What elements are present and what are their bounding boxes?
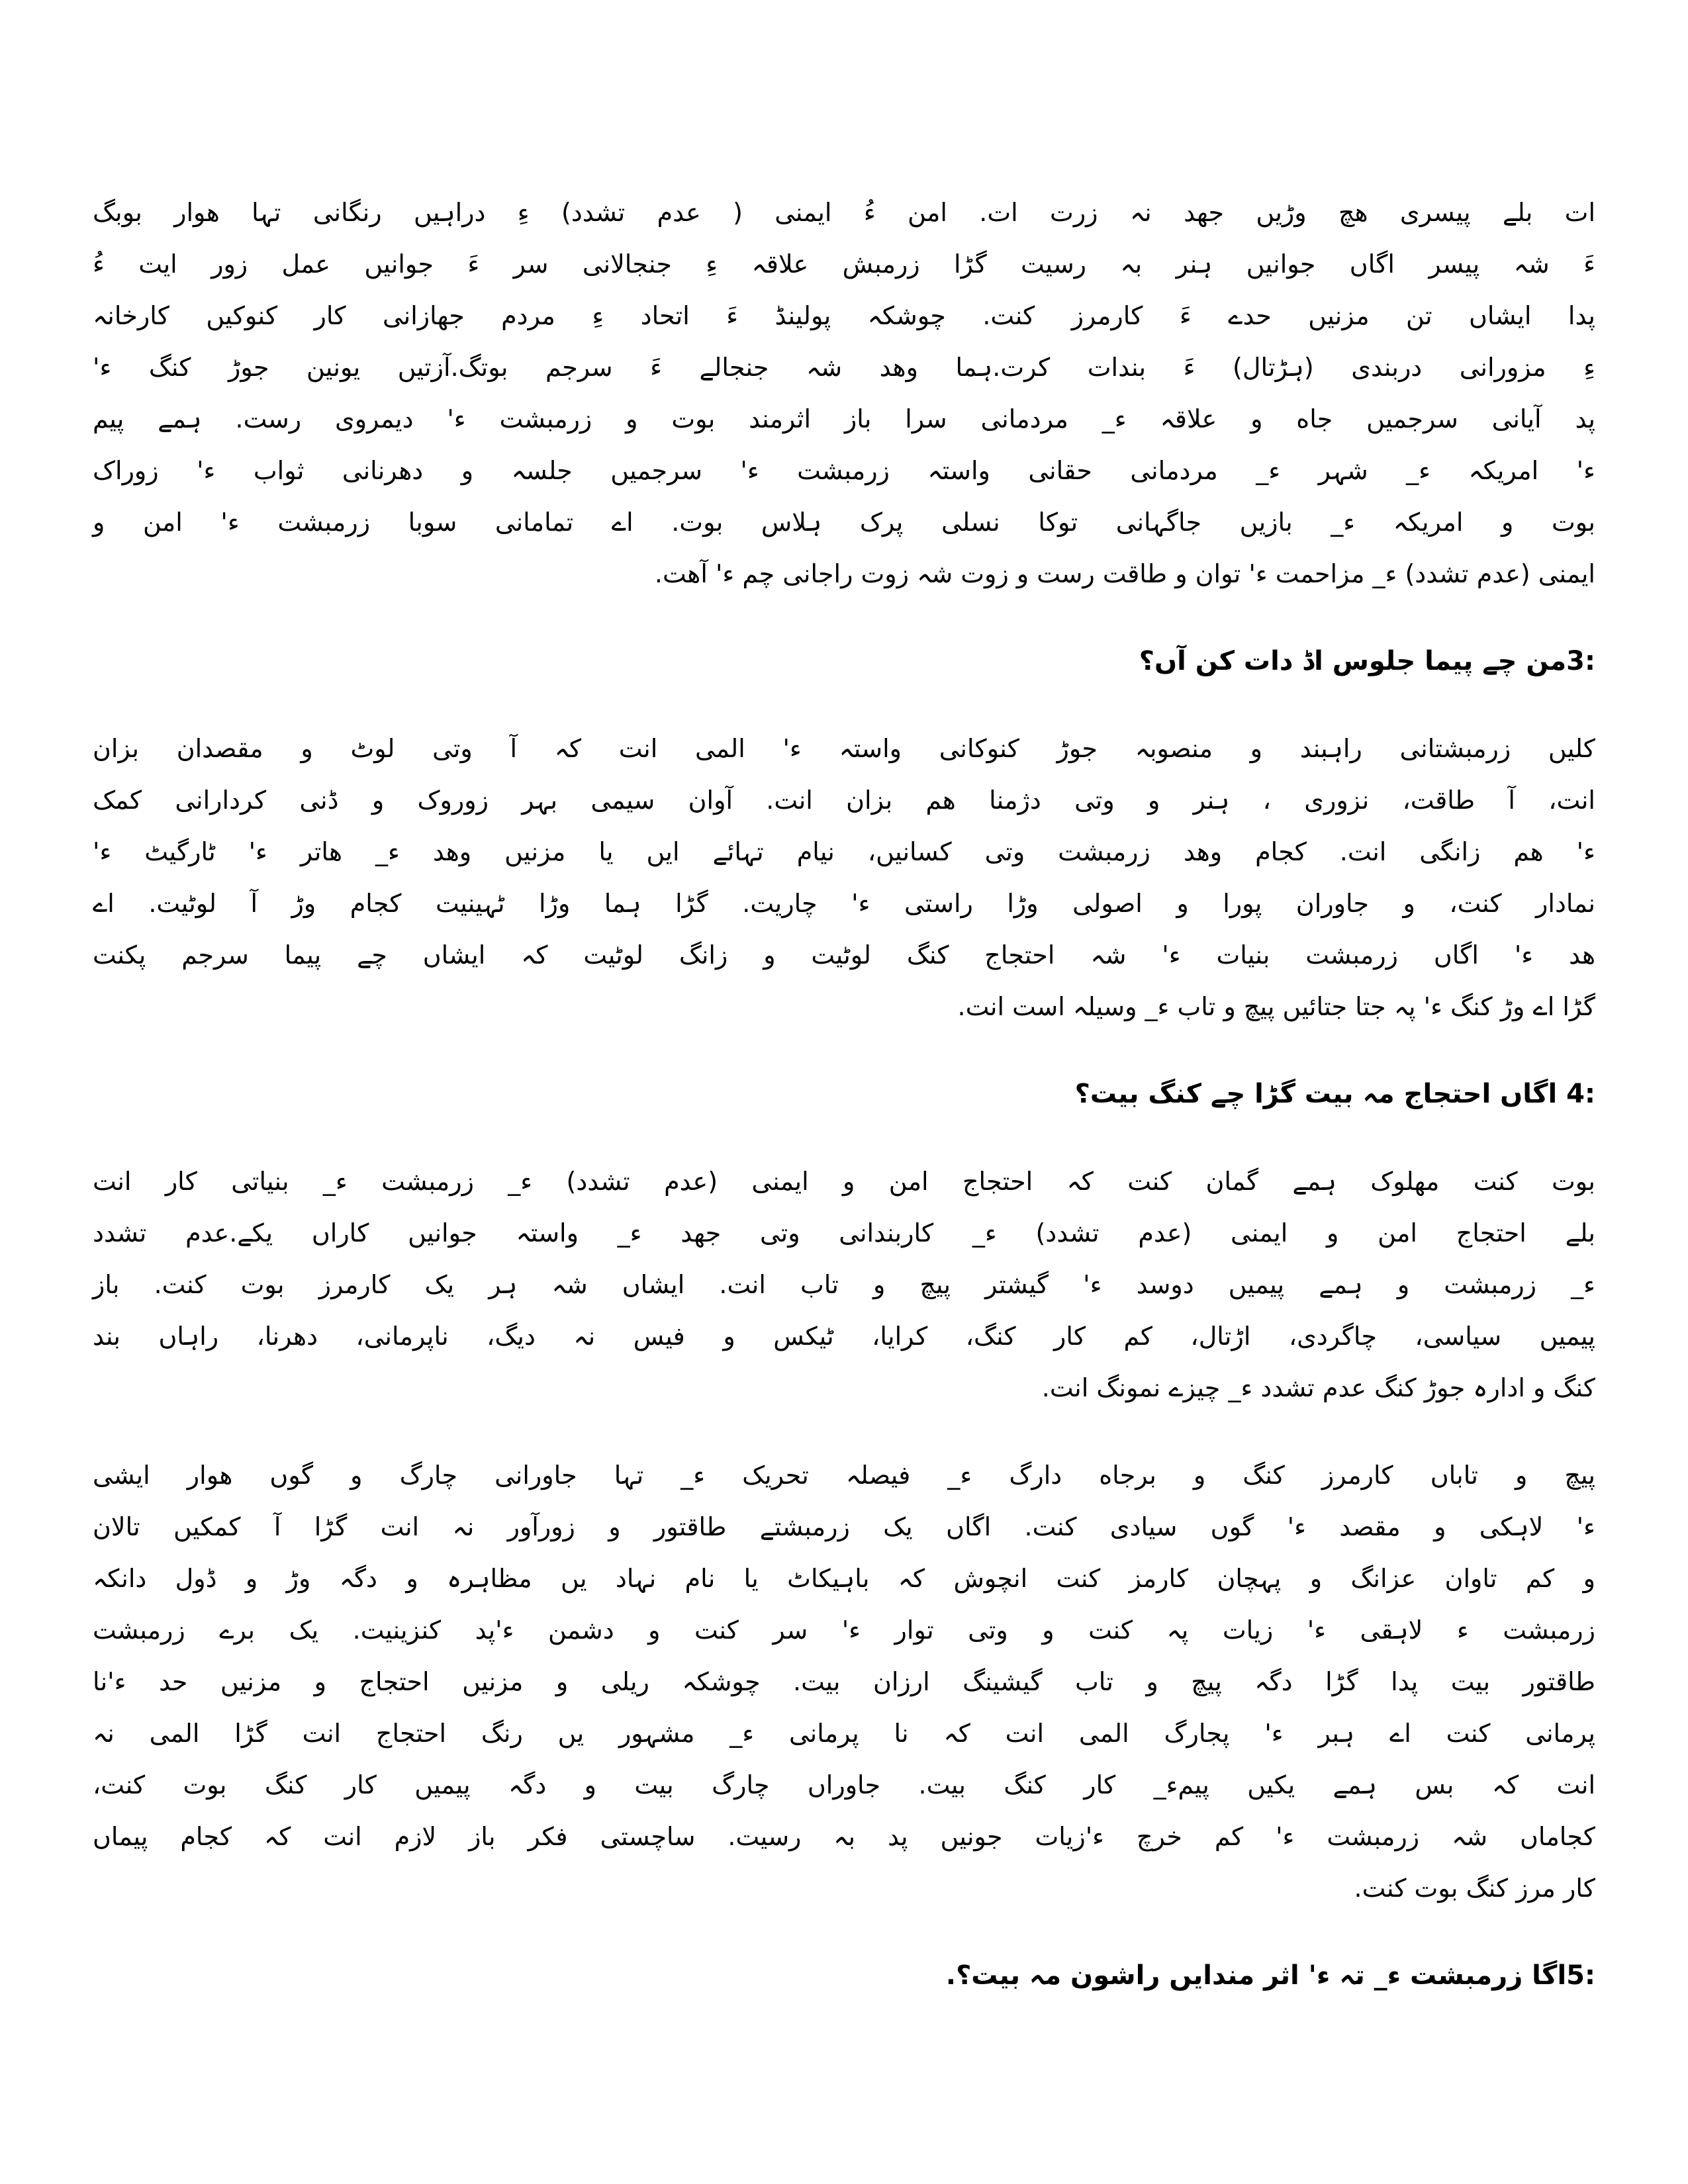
text-line: گڑا اے وڑ کنگ ء' پہ جتا جتائیں پیچ و تاب ء_ وسیلہ است انت.	[957, 992, 1595, 1021]
section-heading-question-4: :4 اگاں احتجاج مہ بیت گڑا چے کنگ بیت؟	[1074, 1079, 1595, 1109]
text-line: زرمبشت ء لاہقی ء' زیات پہ کنت و وتی توار ء' سر کنت و دشمن ء'پد کنزینیت. یک برے زرمبشت	[93, 1615, 1595, 1645]
text-line: کار مرز کنگ بوت کنت.	[1354, 1874, 1595, 1903]
text-line: و کم تاوان عزانگ و پہچان کارمز کنت انچوش کہ باہیکاٹ یا نام نہاد یں مظاہرہ و دگہ وڑ و ڈول دانکہ	[93, 1564, 1595, 1593]
text-line: هد ء' اگاں زرمبشت بنیات ء' شہ احتجاج کنگ لوٹیت و زانگ لوٹیت کہ ایشاں چے پیما سرجم پکنت	[93, 940, 1595, 970]
text-line: کلیں زرمبشتانی راہبند و منصوبہ جوڑ کنوکانی واستہ ء' المی انت کہ آ وتی لوٹ و مقصدان بزان	[93, 734, 1595, 763]
text-line: بوت و امریکہ ء_ بازیں جاگہانی توکا نسلی پرک ہلاس بوت. اے تمامانی سوبا زرمبشت ء' امن و	[93, 508, 1595, 537]
text-line: ایمنی (عدم تشدد) ء_ مزاحمت ء' توان و طاقت رست و زوت شہ زوت راجانی چم ء' آهت.	[654, 559, 1595, 588]
text-line: انت کہ بس ہمے یکیں پیمء_ کار کنگ بیت. جاوراں چارگ بیت و دگہ پیمیں کار کنگ بوت کنت،	[93, 1770, 1595, 1799]
text-line: بوت کنت مهلوک ہمے گمان کنت کہ احتجاج امن و ایمنی (عدم تشدد) ء_ زرمبشت ء_ بنیاتی کار انت	[93, 1167, 1595, 1196]
text-line: پدا ایشاں تن مزنیں حدے ءَ کارمرز کنت. چوشکہ پولینڈ ءَ اتحاد ءِ مردم جهازانی کار کنوکیں کارخانہ	[93, 301, 1595, 330]
text-line: ء' لاہکی و مقصد ء' گوں سیادی کنت. اگاں یک زرمبشتے طاقتور و زورآور نہ انت گڑا آ کمکیں تالان	[93, 1512, 1595, 1541]
text-line: ءَ شہ پیسر اگاں جوانیں ہنر بہ رسیت گڑا زرمبش علاقہ ءِ جنجالانی سر ءَ جوانیں عمل زور ایت ءُ	[93, 250, 1595, 279]
text-line: انت، آ طاقت، نزوری ، ہنر و وتی دژمنا هم بزان انت. آوان سیمی بہر زوروک و ڈنی کردارانی کمک	[93, 786, 1595, 815]
paragraph-answer-4b	[93, 1449, 1595, 1914]
section-heading-question-5: :5اگا زرمبشت ء_ تہ ء' اثر مندایں راشون مہ بیت؟.	[945, 1960, 1595, 1991]
text-line: ات بلے پیسری هچ وڑیں جهد نہ زرت ات. امن ءُ ایمنی ( عدم تشدد) ءِ دراہیں رنگانی تہا هوار بوبگ	[93, 198, 1595, 227]
paragraph-answer-4a	[93, 1156, 1595, 1414]
text-line: نمادار کنت، و جاوران پورا و اصولی وڑا راستی ء' چاریت. گڑا ہما وڑا ٹہینیت کجام وڑ آ لوٹیت. اے	[93, 889, 1595, 918]
paragraph-intro	[93, 187, 1595, 600]
text-line: پیچ و تاباں کارمرز کنگ و برجاه دارگ ء_ فیصلہ تحریک ء_ تہا جاورانی چارگ و گوں هوار ایشی	[93, 1461, 1595, 1490]
text-line: بلے احتجاج امن و ایمنی (عدم تشدد) ء_ کاربندانی وتی جهد ء_ واستہ جوانیں کاراں یکے.عدم تشدد	[93, 1218, 1595, 1248]
text-line: طاقتور بیت پدا گڑا دگہ پیچ و تاب گیشینگ ارزان بیت. چوشکہ ریلی و مزنیں احتجاج و مزنیں حد ء'نا	[93, 1667, 1595, 1696]
text-line: پیمیں سیاسی، چاگردی، اڑتال، کم کار کنگ، کرایا، ٹیکس و فیس نہ دیگ، ناپرمانی، دهرنا، راہاں بند	[93, 1322, 1595, 1351]
text-line: ءِ مزورانی دربندی (ہڑتال) ءَ بندات کرت.ہما وهد شہ جنجالے ءَ سرجم بوتگ.آزتیں یونین جوڑ کنگ ء'	[93, 353, 1595, 382]
document-content	[93, 187, 1595, 2001]
text-line: کجاماں شہ زرمبشت ء' کم خرچ ء'زیات جونیں پد بہ رسیت. ساچستی فکر باز لازم انت کہ کجام پیماں	[93, 1822, 1595, 1851]
section-heading-question-3: :3من چے پیما جلوس اڈ دات کن آں؟	[1139, 646, 1595, 676]
paragraph-answer-3	[93, 723, 1595, 1032]
text-line: ء' هم زانگی انت. کجام وهد زرمبشت وتی کسانیں، نیام تہائے ایں یا مزنیں وهد ء_ هاتر ء' ٹارگیٹ ء'	[93, 837, 1595, 866]
text-line: پد آیانی سرجمیں جاه و علاقہ ء_ مردمانی سرا باز اثرمند بوت و زرمبشت ء' دیمروی رست. ہمے پیم	[93, 404, 1595, 433]
text-line: ء' امریکہ ء_ شہر ء_ مردمانی حقانی واستہ زرمبشت ء' سرجمیں جلسہ و دهرنانی ثواب ء' زوراک	[93, 456, 1595, 485]
text-line: ء_ زرمبشت و ہمے پیمیں دوسد ء' گیشتر پیچ و تاب انت. ایشاں شہ ہر یک کارمرز بوت کنت. باز	[93, 1270, 1595, 1299]
text-line: کنگ و ادارہ جوڑ کنگ عدم تشدد ء_ چیزے نمونگ انت.	[1041, 1373, 1595, 1402]
text-line: پرمانی کنت اے ہبر ء' پجارگ المی انت کہ نا پرمانی ء_ مشہور یں رنگ احتجاج انت گڑا المی نہ	[93, 1719, 1595, 1748]
